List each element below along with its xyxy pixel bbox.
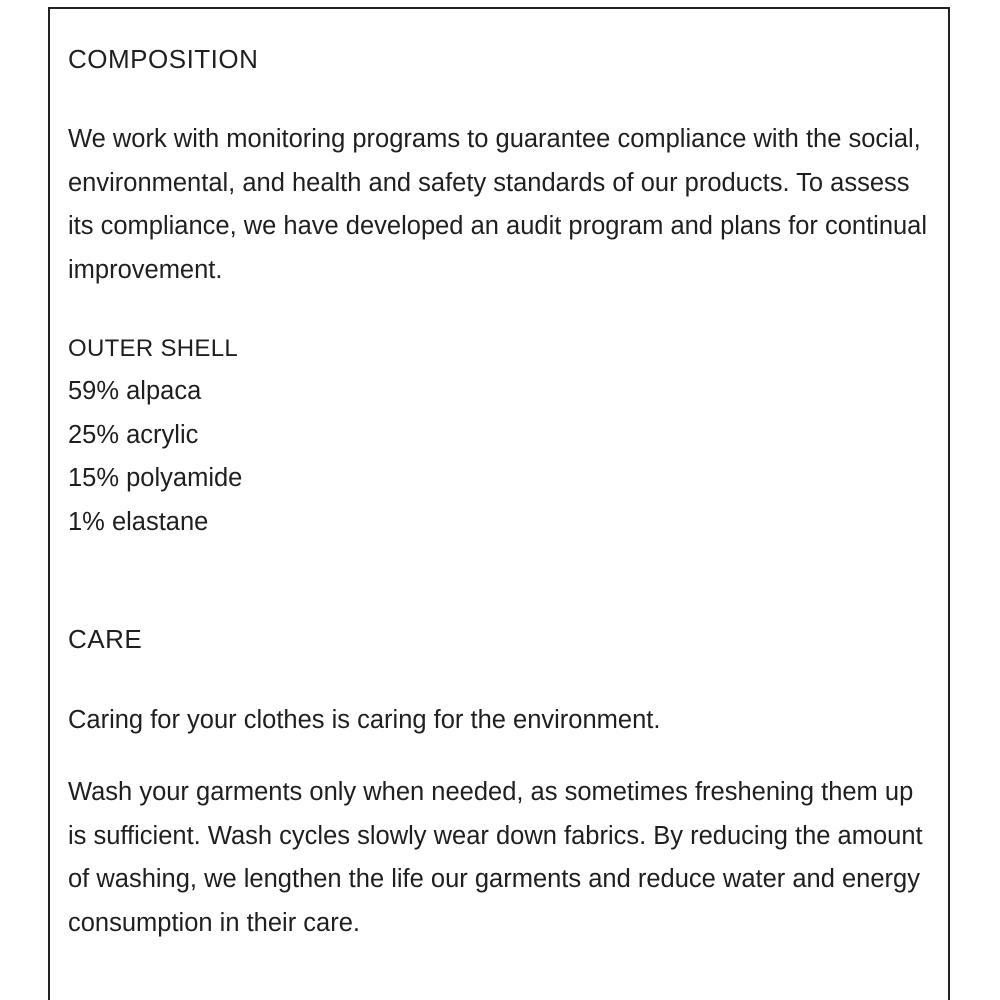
care-body: Wash your garments only when needed, as sometimes freshening them up is sufficient. Wash cycles slowly wear down fabrics. By reducing the amount of washing, we lengthen the life our garments and reduce water and energy consumption in their care.: [68, 778, 923, 938]
material-item: 1% elastane: [68, 507, 209, 536]
material-item: 25% acrylic: [68, 420, 199, 449]
outer-shell-materials-list: [68, 370, 242, 544]
care-heading: CARE: [68, 624, 143, 654]
composition-heading: COMPOSITION: [68, 44, 259, 74]
outer-shell-title: OUTER SHELL: [68, 335, 239, 362]
material-item: 59% alpaca: [68, 377, 202, 405]
care-lead: Caring for your clothes is caring for the environment.: [68, 706, 661, 734]
composition-intro: We work with monitoring programs to guarantee compliance with the social, environmental, and health and safety standards of our products. To assess its compliance, we have developed an audit program and plans for continual improvement.: [68, 125, 928, 285]
material-item: 15% polyamide: [68, 464, 243, 492]
